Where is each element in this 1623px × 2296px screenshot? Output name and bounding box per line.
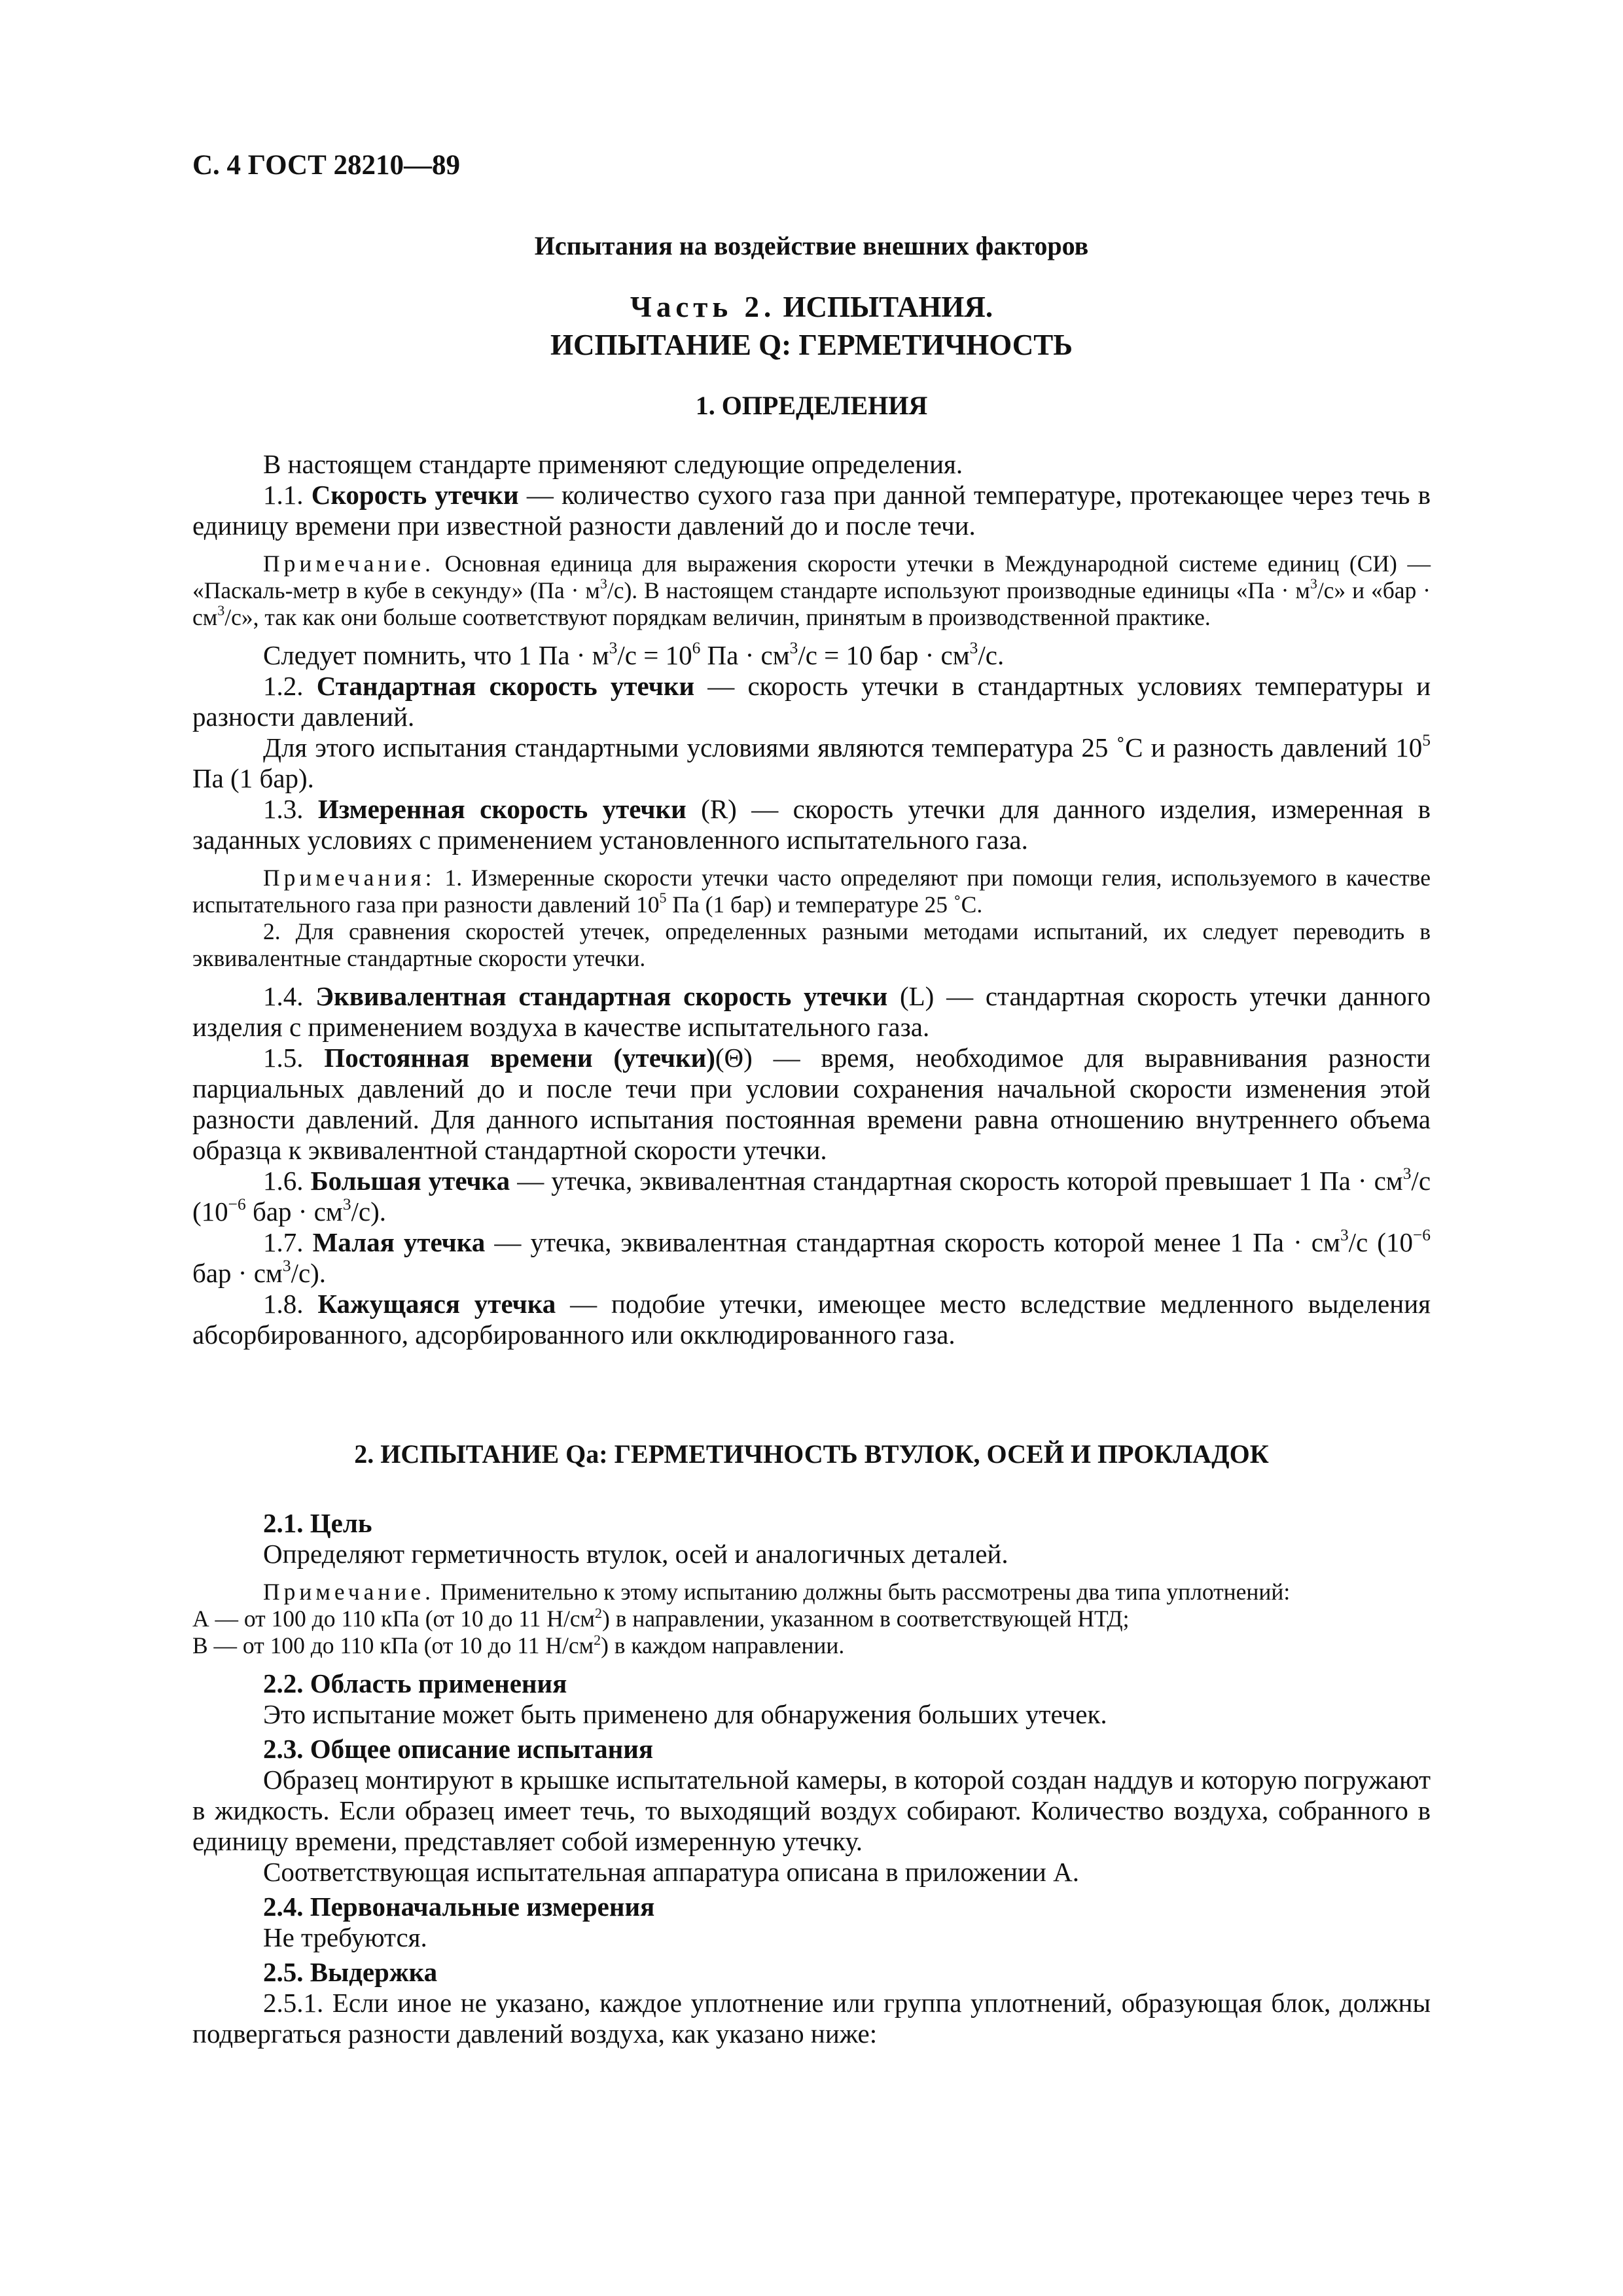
heading-2-5: 2.5. Выдержка	[263, 1957, 438, 1987]
paragraph-2-3b: Соответствующая испытательная аппаратура описана в приложении А.	[263, 1857, 1079, 1887]
definition-1-7: 1.7. Малая утечка — утечка, эквивалентная стандартная скорость которой менее 1 Па · $см^3/с$ ($10^{-6}$ бар · $см^3/с$).	[192, 1225, 1431, 1288]
definition-1-4: 1.4. Эквивалентная стандартная скорость утечки (L) — стандартная скорость утечки данного изделия с применением воздуха в качестве испытательного газа.	[192, 981, 1431, 1042]
part-title-rest: ИСПЫТАНИЯ.	[783, 291, 993, 323]
section-2-title: 2. ИСПЫТАНИЕ Qa: ГЕРМЕТИЧНОСТЬ ВТУЛОК, ОСЕЙ И ПРОКЛАДОК	[354, 1439, 1269, 1469]
paragraph-2-5-1: 2.5.1. Если иное не указано, каждое уплотнение или группа уплотнений, образующая блок, должны подвергаться разности давлений воздуха, как указано ниже:	[192, 1988, 1431, 2049]
definition-1-5: 1.5. Постоянная времени (утечки)(Θ) — время, необходимое для выравнивания разности парциальных давлений до и после течи при условии сохранения начальной скорости изменения этой разности давлений. Для данного испытания постоянная времени равна отношению внутреннего объема образца к эквивалентной стандартной скорости утечки.	[192, 1043, 1431, 1165]
part-label: Часть 2.	[630, 291, 776, 323]
definition-1-1: 1.1. Скорость утечки — количество сухого газа при данной температуре, протекающее через течь в единицу времени при известной разности давлений до и после течи.	[192, 480, 1431, 541]
notes-measured: Примечания: 1. Измеренные скорости утечки часто определяют при помощи гелия, используемого в качестве испытательного газа при разности давлений $10^5$ Па (1 бар) и температуре 25 ˚С.	[192, 865, 1431, 918]
term: Эквивалентная стандартная скорость утечки	[315, 981, 888, 1011]
term: Измеренная скорость утечки	[317, 794, 687, 824]
term: Кажущаяся утечка	[317, 1289, 556, 1319]
note-units: Примечание. Основная единица для выражения скорости утечки в Международной системе единиц (СИ) — «Паскаль-метр в кубе в секунду» $(Па \cdot м^3/с)$. В настоящем стандарте используют производные единицы «Па · $м^3/с$» и «бар · $см^3/с$», так как они больше соответствуют порядкам величин, принятым в производственной практике.	[192, 550, 1431, 630]
part-title	[192, 288, 1431, 364]
term: Скорость утечки	[311, 480, 519, 510]
term: Большая утечка	[310, 1166, 510, 1196]
standard-conditions: Для этого испытания стандартными условиями являются температура 25 ˚С и разность давлений $10^5$ Па (1 бар).	[192, 730, 1431, 793]
paragraph-2-1: Определяют герметичность втулок, осей и аналогичных деталей.	[263, 1539, 1008, 1569]
remember-paragraph: Следует помнить, что 1 Па · $м^3/с = 10^6$ Па · $см^3/с = 10$ бар · $см^3/с$.	[263, 638, 1005, 670]
intro-paragraph: В настоящем стандарте применяют следующие определения.	[263, 449, 963, 479]
paragraph-2-2: Это испытание может быть применено для обнаружения больших утечек.	[263, 1699, 1107, 1729]
term: Постоянная времени (утечки)	[324, 1043, 715, 1073]
definition-1-3: 1.3. Измеренная скорость утечки (R) — скорость утечки для данного изделия, измеренная в заданных условиях с применением установленного испытательного газа.	[192, 794, 1431, 855]
heading-2-4: 2.4. Первоначальные измерения	[263, 1892, 655, 1922]
heading-2-3: 2.3. Общее описание испытания	[263, 1734, 654, 1764]
term: Стандартная скорость утечки	[316, 671, 695, 701]
definition-1-8: 1.8. Кажущаяся утечка — подобие утечки, имеющее место вследствие медленного выделения абсорбированного, адсорбированного или окклюдированного газа.	[192, 1289, 1431, 1350]
section-1-body	[192, 449, 1431, 1350]
heading-2-2: 2.2. Область применения	[263, 1668, 567, 1698]
paragraph-2-4: Не требуются.	[263, 1922, 427, 1952]
section-1-title: 1. ОПРЕДЕЛЕНИЯ	[695, 391, 928, 420]
section-2-body	[192, 1504, 1431, 2049]
note-seals: Примечание. Применительно к этому испытанию должны быть рассмотрены два типа уплотнений: А — от 100 до 110 кПа (от 10 до 11 $Н/см^2$) в направлении, указанном в соответствующей НТД; В — от 100 до 110 кПа (от 10 до 11 $Н/см^2$) в каждом направлении.	[192, 1579, 1291, 1659]
general-title: Испытания на воздействие внешних факторов	[534, 231, 1089, 260]
definition-1-6: 1.6. Большая утечка — утечка, эквивалентная стандартная скорость которой превышает 1 Па · $см^3/с$ ($10^{-6}$ бар · $см^3/с$).	[192, 1164, 1431, 1227]
notes-measured-2: 2. Для сравнения скоростей утечек, определенных разными методами испытаний, их следует переводить в эквивалентные стандартные скорости утечки.	[192, 918, 1431, 971]
definition-1-2: 1.2. Стандартная скорость утечки — скорость утечки в стандартных условиях температуры и разности давлений.	[192, 671, 1431, 732]
heading-2-1: 2.1. Цель	[263, 1508, 372, 1538]
page-header: С. 4 ГОСТ 28210—89	[192, 150, 461, 181]
paragraph-2-3a: Образец монтируют в крышке испытательной камеры, в которой создан наддув и которую погружают в жидкость. Если образец имеет течь, то выходящий воздух собирают. Количество воздуха, собранного в единицу времени, представляет собой измеренную утечку.	[192, 1765, 1431, 1856]
test-title: ИСПЫТАНИЕ Q: ГЕРМЕТИЧНОСТЬ	[550, 329, 1073, 361]
term: Малая утечка	[312, 1227, 486, 1257]
